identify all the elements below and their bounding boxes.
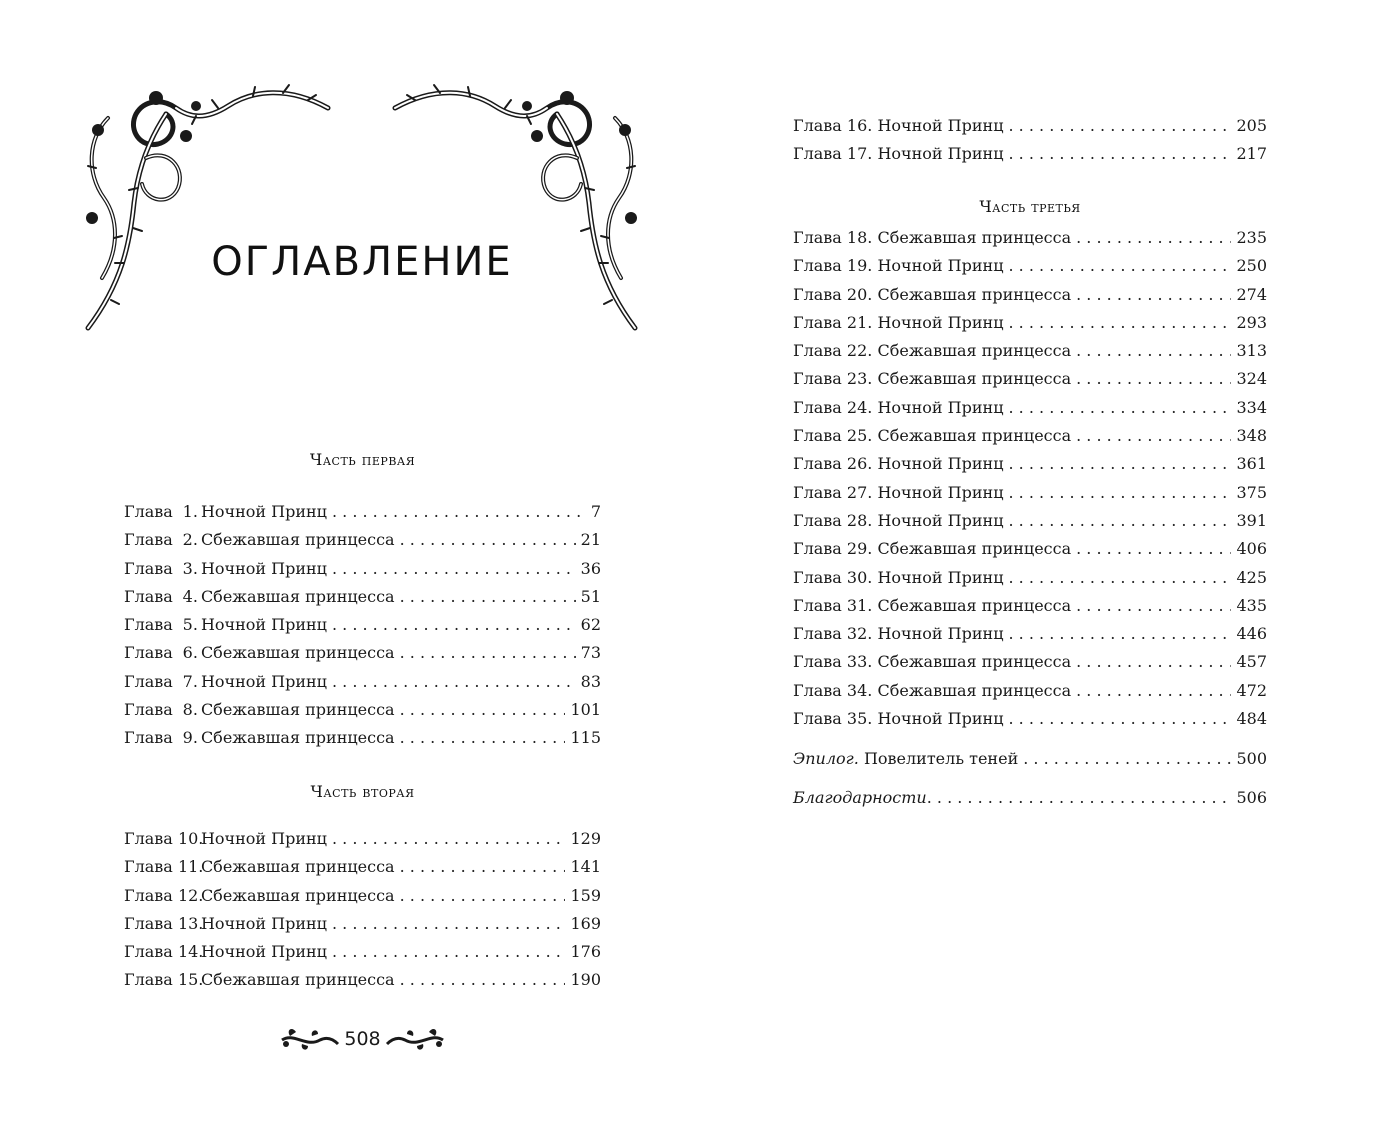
- dot-leader: [1009, 507, 1232, 535]
- chapter-number: 5.: [182, 615, 198, 635]
- page-number: 361: [1236, 454, 1267, 474]
- chapter-label: Глава 33.: [793, 652, 873, 672]
- chapter-label: Глава 30.: [793, 567, 873, 587]
- page-number: 348: [1236, 426, 1267, 446]
- chapter-label: Глава: [124, 530, 173, 550]
- chapter-label: Глава 18.: [793, 228, 873, 247]
- chapter-number: 14.: [177, 942, 204, 962]
- dot-leader: [400, 966, 566, 994]
- chapter-label: Глава: [124, 829, 173, 848]
- chapter-name: Ночной Принц: [200, 913, 327, 933]
- dot-leader: [400, 724, 566, 752]
- chapter-label: Глава: [124, 586, 173, 606]
- chapter-name: Ночной Принц: [877, 144, 1004, 164]
- toc-entry: [793, 507, 1267, 535]
- dot-leader: [1009, 450, 1232, 478]
- dot-leader: [400, 696, 566, 724]
- chapter-name: Сбежавшая принцесса: [200, 885, 395, 905]
- chapter-label: Глава 31.: [793, 595, 873, 615]
- chapter-name: Ночной Принц: [200, 671, 327, 691]
- chapter-label: Глава: [124, 558, 173, 578]
- toc-entry: [793, 620, 1267, 648]
- toc-entry: [793, 112, 1267, 140]
- page-number: 101: [570, 700, 601, 720]
- chapter-number: 1.: [182, 502, 198, 521]
- toc-entry-epilogue: [793, 745, 1267, 773]
- dot-leader: [332, 611, 576, 639]
- chapter-label: Глава 28.: [793, 510, 873, 530]
- toc-entry: [124, 853, 601, 881]
- leaf-ornament-right: [385, 1022, 445, 1056]
- dot-leader: [1009, 705, 1232, 733]
- chapter-name: Сбежавшая принцесса: [877, 228, 1072, 247]
- chapter-name: Сбежавшая принцесса: [200, 857, 395, 877]
- toc-entry: [793, 648, 1267, 676]
- chapter-name: Сбежавшая принцесса: [877, 284, 1072, 304]
- chapter-label: Глава: [124, 857, 173, 877]
- page-number: 457: [1236, 652, 1267, 672]
- dot-leader: [332, 938, 565, 966]
- chapter-name: Ночной Принц: [877, 510, 1004, 530]
- dot-leader: [1009, 112, 1232, 140]
- chapter-label: Глава: [124, 671, 173, 691]
- acknowledgments-label: Благодарности: [793, 788, 927, 807]
- dot-leader: [1009, 140, 1232, 168]
- toc-entry: [124, 639, 601, 667]
- chapter-name: Сбежавшая принцесса: [200, 970, 395, 990]
- toc-entry: [124, 555, 601, 583]
- toc-entry: [793, 422, 1267, 450]
- chapter-name: Ночной Принц: [200, 942, 327, 962]
- chapter-number: 2.: [182, 530, 198, 550]
- page-number: 205: [1236, 116, 1267, 135]
- chapter-name: Ночной Принц: [877, 454, 1004, 474]
- toc-entry: [124, 668, 601, 696]
- dot-leader: [332, 668, 576, 696]
- toc-entry-acknowledgments: [793, 784, 1267, 812]
- chapter-name: Сбежавшая принцесса: [200, 586, 395, 606]
- dot-leader: [1076, 224, 1231, 252]
- chapter-name: Сбежавшая принцесса: [200, 700, 395, 720]
- chapter-number: 7.: [182, 671, 198, 691]
- toc-entry: [793, 252, 1267, 280]
- toc-entry: [793, 224, 1267, 252]
- page-number: 324: [1236, 369, 1267, 389]
- page-number: 21: [580, 530, 601, 550]
- toc-entry: [124, 583, 601, 611]
- chapter-name: Сбежавшая принцесса: [877, 539, 1072, 559]
- chapter-label: Глава: [124, 615, 173, 635]
- page-number: 62: [580, 615, 601, 635]
- toc-entry: [124, 825, 601, 853]
- page-number: 425: [1236, 567, 1267, 587]
- page-number: 250: [1236, 256, 1267, 276]
- dot-leader: [1076, 337, 1231, 365]
- chapter-label: Глава 20.: [793, 284, 873, 304]
- page-number: 141: [570, 857, 601, 877]
- dot-leader: [332, 555, 576, 583]
- chapter-name: Ночной Принц: [877, 709, 1004, 729]
- toc-entry: [793, 309, 1267, 337]
- thorny-vine-ornament-right: [390, 78, 645, 333]
- toc-entry: [124, 498, 601, 526]
- toc-part-three: [793, 224, 1267, 733]
- chapter-name: Ночной Принц: [877, 397, 1004, 417]
- toc-entry: [793, 592, 1267, 620]
- page-folio: [280, 1022, 445, 1056]
- chapter-label: Глава 34.: [793, 680, 873, 700]
- right-page: [697, 0, 1394, 1125]
- dot-leader: [400, 583, 576, 611]
- chapter-name: Ночной Принц: [200, 558, 327, 578]
- chapter-number: 15.: [177, 970, 204, 990]
- toc-entry: [793, 394, 1267, 422]
- dot-leader: [1009, 479, 1232, 507]
- toc-part-two-continued: [793, 112, 1267, 169]
- chapter-number: 9.: [182, 728, 198, 748]
- chapter-number: 6.: [182, 643, 198, 663]
- chapter-name: Ночной Принц: [877, 624, 1004, 644]
- page-number: 7: [590, 502, 601, 521]
- chapter-label: Глава: [124, 502, 173, 521]
- dot-leader: [1009, 564, 1232, 592]
- toc-entry: [793, 281, 1267, 309]
- toc-entry: [793, 564, 1267, 592]
- chapter-number: 10.: [177, 829, 204, 848]
- dot-leader: [332, 498, 586, 526]
- chapter-name: Сбежавшая принцесса: [877, 426, 1072, 446]
- chapter-name: Сбежавшая принцесса: [200, 530, 395, 550]
- toc-entry: [124, 526, 601, 554]
- chapter-name: Сбежавшая принцесса: [877, 680, 1072, 700]
- dot-leader: [1076, 677, 1231, 705]
- dot-leader: [400, 882, 566, 910]
- dot-leader: [1009, 309, 1232, 337]
- chapter-label: Глава 32.: [793, 624, 873, 644]
- page-number: 484: [1236, 709, 1267, 729]
- chapter-label: Глава 22.: [793, 341, 873, 361]
- dot-leader: [400, 526, 576, 554]
- dot-leader: [1076, 535, 1231, 563]
- chapter-label: Глава: [124, 885, 173, 905]
- toc-epilogue: [793, 745, 1267, 773]
- toc-part-one: [124, 498, 601, 753]
- chapter-label: Глава: [124, 700, 173, 720]
- chapter-name: Сбежавшая принцесса: [877, 652, 1072, 672]
- epilogue-label: Эпилог.: [793, 749, 859, 768]
- page-number: 274: [1236, 284, 1267, 304]
- chapter-label: Глава: [124, 970, 173, 990]
- chapter-name: Сбежавшая принцесса: [200, 643, 395, 663]
- thorny-vine-ornament-left: [78, 78, 338, 333]
- toc-entry: [124, 724, 601, 752]
- toc-entry: [124, 611, 601, 639]
- chapter-number: 12.: [177, 885, 204, 905]
- part-one-title: Часть первая: [309, 450, 416, 469]
- toc-part-two: [124, 825, 601, 995]
- chapter-name: Ночной Принц: [200, 615, 327, 635]
- chapter-label: Глава 17.: [793, 144, 873, 164]
- epilogue-name: Повелитель теней: [863, 749, 1019, 768]
- page-number: 500: [1236, 749, 1267, 768]
- page-number: 73: [580, 643, 601, 663]
- page-number: 334: [1236, 397, 1267, 417]
- page-number: 391: [1236, 510, 1267, 530]
- dot-leader: [332, 910, 565, 938]
- page-number: 190: [570, 970, 601, 990]
- dot-leader: [1009, 620, 1232, 648]
- toc-entry: [793, 365, 1267, 393]
- page-number: 159: [570, 885, 601, 905]
- chapter-label: Глава: [124, 728, 173, 748]
- dot-leader: [927, 784, 1232, 812]
- page-number: 36: [580, 558, 601, 578]
- chapter-label: Глава 23.: [793, 369, 873, 389]
- part-two-title: Часть вторая: [310, 782, 415, 801]
- dot-leader: [1009, 252, 1232, 280]
- dot-leader: [1076, 592, 1231, 620]
- chapter-label: Глава 16.: [793, 116, 873, 135]
- chapter-label: Глава: [124, 643, 173, 663]
- dot-leader: [1076, 422, 1231, 450]
- page-number: 375: [1236, 482, 1267, 502]
- toc-entry: [793, 450, 1267, 478]
- chapter-label: Глава: [124, 913, 173, 933]
- chapter-name: Ночной Принц: [877, 312, 1004, 332]
- page-number: 217: [1236, 144, 1267, 164]
- page-number: 115: [570, 728, 601, 748]
- toc-entry: [124, 938, 601, 966]
- page-title: ОГЛАВЛЕНИЕ: [211, 238, 513, 285]
- dot-leader: [400, 853, 566, 881]
- chapter-number: 3.: [182, 558, 198, 578]
- chapter-name: Ночной Принц: [200, 502, 327, 521]
- toc-entry: [793, 705, 1267, 733]
- page-number: 176: [570, 942, 601, 962]
- toc-entry: [124, 910, 601, 938]
- toc-entry: [793, 337, 1267, 365]
- toc-entry: [793, 677, 1267, 705]
- chapter-name: Сбежавшая принцесса: [877, 341, 1072, 361]
- chapter-number: 11.: [177, 857, 204, 877]
- chapter-label: Глава 26.: [793, 454, 873, 474]
- page-number: 472: [1236, 680, 1267, 700]
- chapter-name: Ночной Принц: [200, 829, 327, 848]
- toc-entry: [793, 479, 1267, 507]
- page-number: 169: [570, 913, 601, 933]
- dot-leader: [1076, 648, 1231, 676]
- page-number: 506: [1236, 788, 1267, 807]
- chapter-label: Глава 29.: [793, 539, 873, 559]
- dot-leader: [400, 639, 576, 667]
- toc-entry: [793, 140, 1267, 168]
- chapter-label: Глава 19.: [793, 256, 873, 276]
- chapter-name: Ночной Принц: [877, 116, 1004, 135]
- page-number-folio: 508: [344, 1028, 381, 1050]
- page-number: 406: [1236, 539, 1267, 559]
- chapter-number: 13.: [177, 913, 204, 933]
- chapter-name: Ночной Принц: [877, 482, 1004, 502]
- chapter-number: 4.: [182, 586, 198, 606]
- page-number: 446: [1236, 624, 1267, 644]
- page-number: 129: [570, 829, 601, 848]
- chapter-number: 8.: [182, 700, 198, 720]
- page-number: 435: [1236, 595, 1267, 615]
- part-three-title: Часть третья: [979, 197, 1081, 216]
- toc-entry: [124, 696, 601, 724]
- page-number: 313: [1236, 341, 1267, 361]
- chapter-label: Глава 25.: [793, 426, 873, 446]
- chapter-label: Глава 27.: [793, 482, 873, 502]
- toc-entry: [793, 535, 1267, 563]
- page-number: 51: [580, 586, 601, 606]
- dot-leader: [1076, 365, 1231, 393]
- toc-entry: [124, 882, 601, 910]
- page-number: 235: [1236, 228, 1267, 247]
- page-number: 83: [580, 671, 601, 691]
- chapter-name: Сбежавшая принцесса: [877, 369, 1072, 389]
- dot-leader: [332, 825, 565, 853]
- chapter-label: Глава: [124, 942, 173, 962]
- chapter-label: Глава 21.: [793, 312, 873, 332]
- dot-leader: [1009, 394, 1232, 422]
- page-number: 293: [1236, 312, 1267, 332]
- toc-entry: [124, 966, 601, 994]
- chapter-name: Ночной Принц: [877, 256, 1004, 276]
- chapter-label: Глава 24.: [793, 397, 873, 417]
- dot-leader: [1076, 281, 1231, 309]
- dot-leader: [1023, 745, 1231, 773]
- toc-acknowledgments: [793, 784, 1267, 812]
- chapter-name: Ночной Принц: [877, 567, 1004, 587]
- chapter-label: Глава 35.: [793, 709, 873, 729]
- chapter-name: Сбежавшая принцесса: [877, 595, 1072, 615]
- chapter-name: Сбежавшая принцесса: [200, 728, 395, 748]
